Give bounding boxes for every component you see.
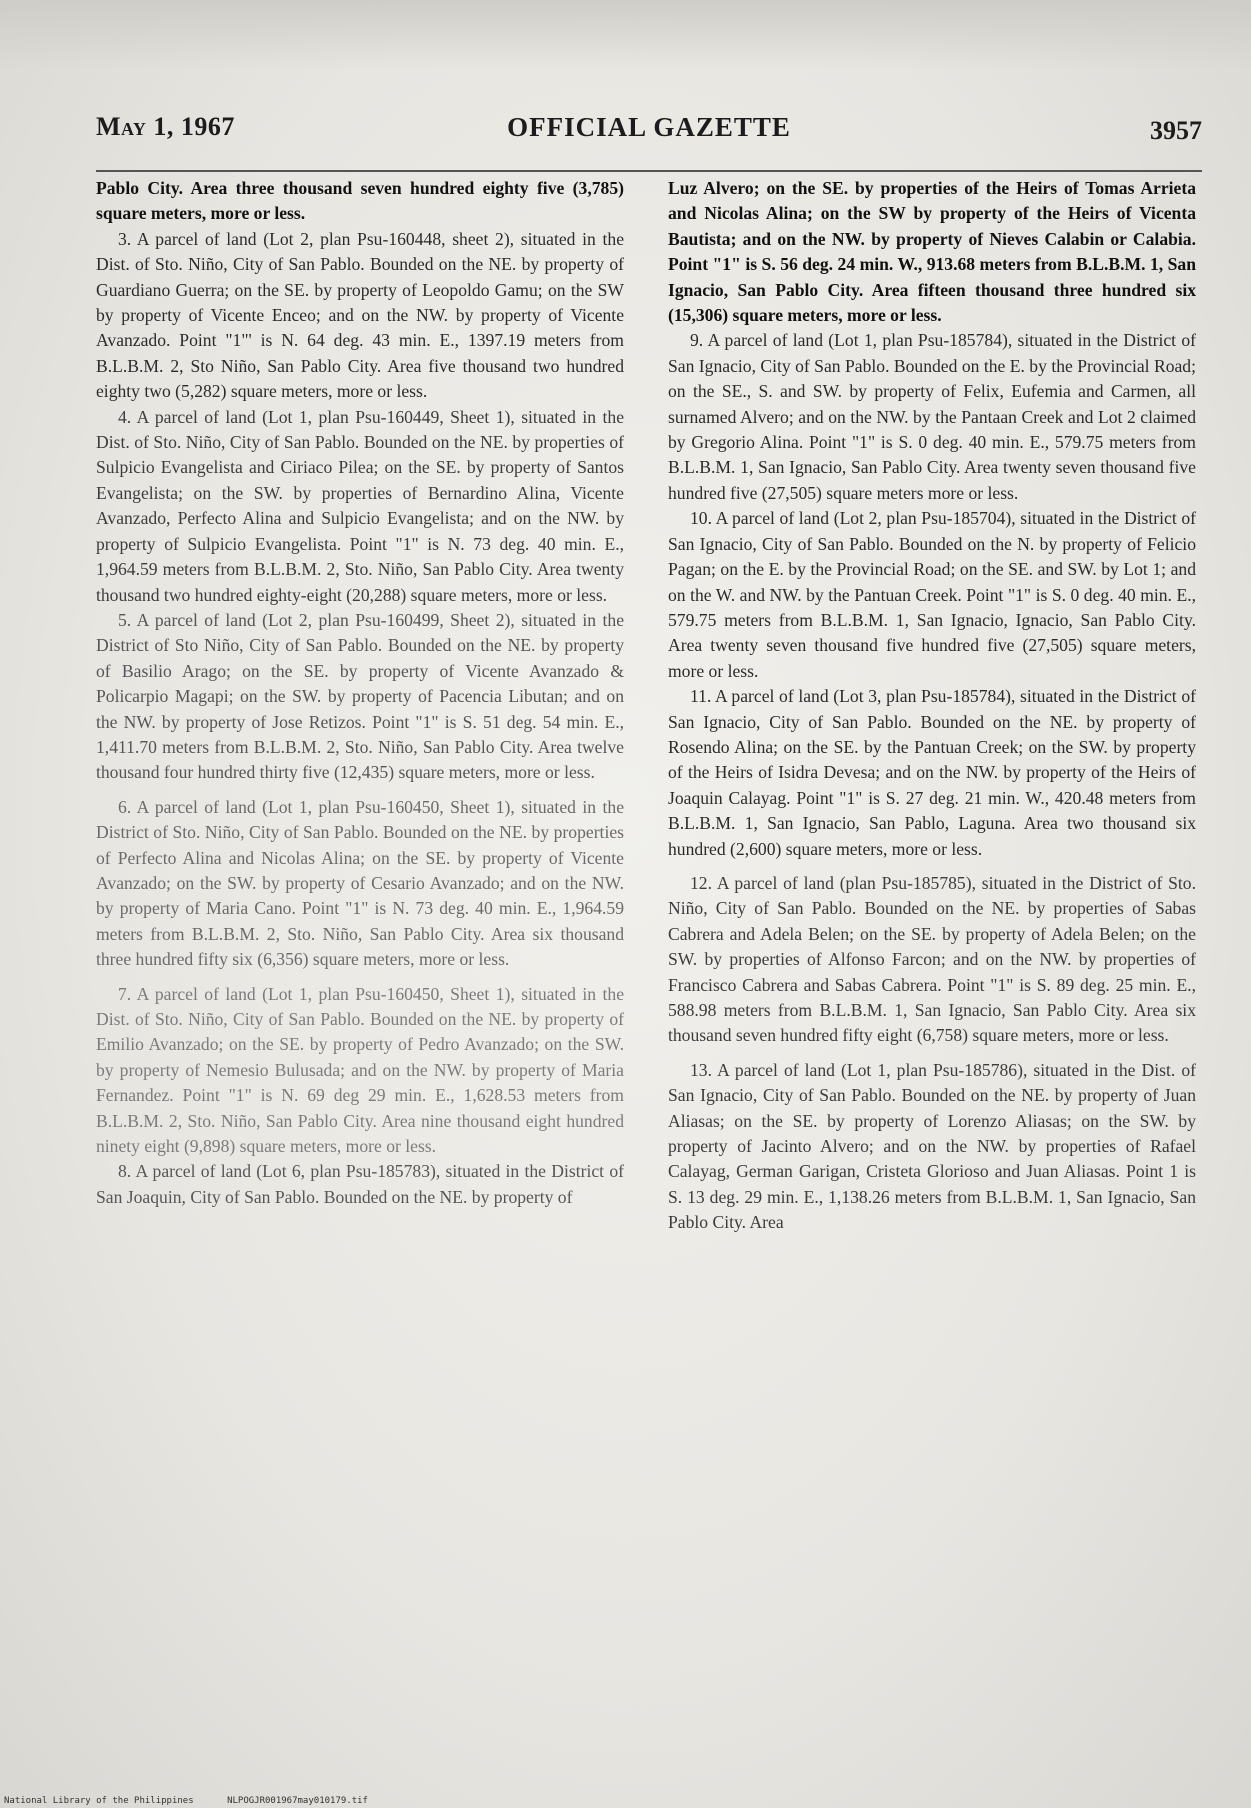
paragraph-lot-4: 4. A parcel of land (Lot 1, plan Psu-160449, Sheet 1), situated in the Dist. of Sto. Niño, City of San Pablo. Bounded on the NE. by properties of Sulpicio Evangelista and Ciriaco Pilea; on the SE. by property of Santos Evangelista; on the SW. by properties of Bernardino Alina, Vicente Avanzado, Perfecto Alina and Sulpicio Evangelista; and on the NW. by property of Sulpicio Evangelista. Point "1" is N. 73 deg. 40 min. E., 1,964.59 meters from B.L.B.M. 2, Sto. Niño, San Pablo City. Area twenty thousand two hundred eighty-eight (20,288) square meters, more or less. (96, 406, 624, 605)
paragraph-continued: Pablo City. Area three thousand seven hundred eighty five (3,785) square meters, more or less. (96, 178, 624, 224)
paragraph-lot-8: 8. A parcel of land (Lot 6, plan Psu-185783), situated in the District of San Joaquin, City of San Pablo. Bounded on the NE. by property of (96, 1161, 624, 1207)
right-column (668, 176, 1196, 1236)
paragraph-lot-10: 10. A parcel of land (Lot 2, plan Psu-185704), situated in the District of San Ignacio, City of San Pablo. Bounded on the N. by property of Felicio Pagan; on the E. by the Provincial Road; on the SE. and SW. by Lot 1; and on the W. and NW. by the Pantuan Creek. Point "1" is S. 0 deg. 40 min. E., 579.75 meters from B.L.B.M. 1, San Ignacio, Ignacio, San Pablo City. Area twenty seven thousand five hundred five (27,505) square meters, more or less. (668, 508, 1196, 681)
paragraph-lot-6: 6. A parcel of land (Lot 1, plan Psu-160450, Sheet 1), situated in the District of Sto. Niño, City of San Pablo. Bounded on the NE. by properties of Perfecto Alina and Nicolas Alina; on the SE. by property of Vicente Avanzado; on the SW. by property of Cesario Avanzado; and on the NW. by property of Maria Cano. Point "1" is N. 73 deg. 40 min. E., 1,964.59 meters from B.L.B.M. 2, Sto. Niño, San Pablo City. Area six thousand three hundred fifty six (6,356) square meters, more or less. (96, 796, 624, 970)
paragraph-continued-right: Luz Alvero; on the SE. by properties of the Heirs of Tomas Arrieta and Nicolas Alina; on the SW by property of the Heirs of Vicenta Bautista; and on the NW. by property of Nieves Calabin or Calabia. Point "1" is S. 56 deg. 24 min. W., 913.68 meters from B.L.B.M. 1, San Ignacio, San Pablo City. Area fifteen thousand three hundred six (15,306) square meters, more or less. (668, 178, 1196, 326)
paragraph-lot-11: 11. A parcel of land (Lot 3, plan Psu-185784), situated in the District of San Ignacio, City of San Pablo. Bounded on the NE. by property of Rosendo Alina; on the SE. by the Pantuan Creek; on the SW. by property of the Heirs of Isidra Devesa; and on the NW. by property of the Heirs of Joaquin Calayag. Point "1" is S. 27 deg. 21 min. W., 420.48 meters from B.L.B.M. 1, San Ignacio, San Pablo, Laguna. Area two thousand six hundred (2,600) square meters, more or less. (668, 686, 1196, 859)
paragraph-lot-12: 12. A parcel of land (plan Psu-185785), situated in the District of Sto. Niño, City of San Pablo. Bounded on the NE. by properties of Sabas Cabrera and Adela Belen; on the SE. by property of Adela Belen; on the SW. by properties of Alfonso Farcon; and on the NW. by properties of Francisco Cabrera and Sabas Cabrera. Point "1" is S. 89 deg. 25 min. E., 588.98 meters from B.L.B.M. 1, San Ignacio, San Pablo City. Area six thousand seven hundred fifty eight (6,758) square meters, more or less. (668, 872, 1196, 1046)
header-rule (96, 170, 1202, 172)
page-header (96, 112, 1202, 152)
paragraph-lot-3: 3. A parcel of land (Lot 2, plan Psu-160448, sheet 2), situated in the Dist. of Sto. Niño, City of San Pablo. Bounded on the NE. by property of Guardiano Guerra; on the SE. by property of Leopoldo Gamu; on the SW by property of Vicente Enceo; and on the NW. by property of Vicente Avanzado. Point "1"' is N. 64 deg. 43 min. E., 1397.19 meters from B.L.B.M. 2, Sto Niño, San Pablo City. Area five thousand two hundred eighty two (5,282) square meters, more or less. (96, 228, 624, 402)
page-number: 3957 (1150, 116, 1202, 145)
publication-title: OFFICIAL GAZETTE (507, 112, 791, 142)
scan-shadow (0, 0, 1251, 70)
library-credit: National Library of the Philippines (4, 1796, 194, 1806)
paragraph-lot-13: 13. A parcel of land (Lot 1, plan Psu-185786), situated in the Dist. of San Ignacio, City of San Pablo. Bounded on the NE. by property of Juan Aliasas; on the SE. by property of Lorenzo Aliasas; on the SW. by property of Jacinto Alvero; and on the NW. by properties of Rafael Calayag, German Garigan, Cristeta Glorioso and Juan Aliasas. Point 1 is S. 13 deg. 29 min. E., 1,138.26 meters from B.L.B.M. 1, San Ignacio, San Pablo City. Area (668, 1059, 1196, 1233)
paragraph-lot-5: 5. A parcel of land (Lot 2, plan Psu-160499, Sheet 2), situated in the District of Sto Niño, City of San Pablo. Bounded on the NE. by property of Basilio Arago; on the SE. by property of Vicente Avanzado & Policarpio Magapi; on the SW. by property of Pacencia Libutan; and on the NW. by property of Jose Retizos. Point "1" is S. 51 deg. 54 min. E., 1,411.70 meters from B.L.B.M. 2, Sto. Niño, San Pablo City. Area twelve thousand four hundred thirty five (12,435) square meters, more or less. (96, 609, 624, 783)
left-column (96, 176, 624, 1210)
paragraph-lot-7: 7. A parcel of land (Lot 1, plan Psu-160450, Sheet 1), situated in the Dist. of Sto. Niño, City of San Pablo. Bounded on the NE. by property of Emilio Avanzado; on the SE. by property of Pedro Avanzado; on the SW. by property of Nemesio Bulusada; and on the NW. by property of Maria Fernandez. Point "1" is N. 69 deg 29 min. E., 1,628.53 meters from B.L.B.M. 2, Sto. Niño, San Pablo City. Area nine thousand eight hundred ninety eight (9,898) square meters, more or less. (96, 983, 624, 1157)
paragraph-lot-9: 9. A parcel of land (Lot 1, plan Psu-185784), situated in the District of San Ignacio, City of San Pablo. Bounded on the E. by the Provincial Road; on the SE., S. and SW. by property of Felix, Eufemia and Carmen, all surnamed Alvero; and on the NW. by the Pantaan Creek and Lot 2 claimed by Gregorio Alina. Point "1" is S. 0 deg. 40 min. E., 579.75 meters from B.L.B.M. 1, San Ignacio, San Pablo City. Area twenty seven thousand five hundred five (27,505) square meters more or less. (668, 330, 1196, 503)
scan-footer (4, 1796, 396, 1806)
scan-filename: NLPOGJR001967may010179.tif (227, 1796, 368, 1806)
issue-date: May 1, 1967 (96, 112, 235, 141)
